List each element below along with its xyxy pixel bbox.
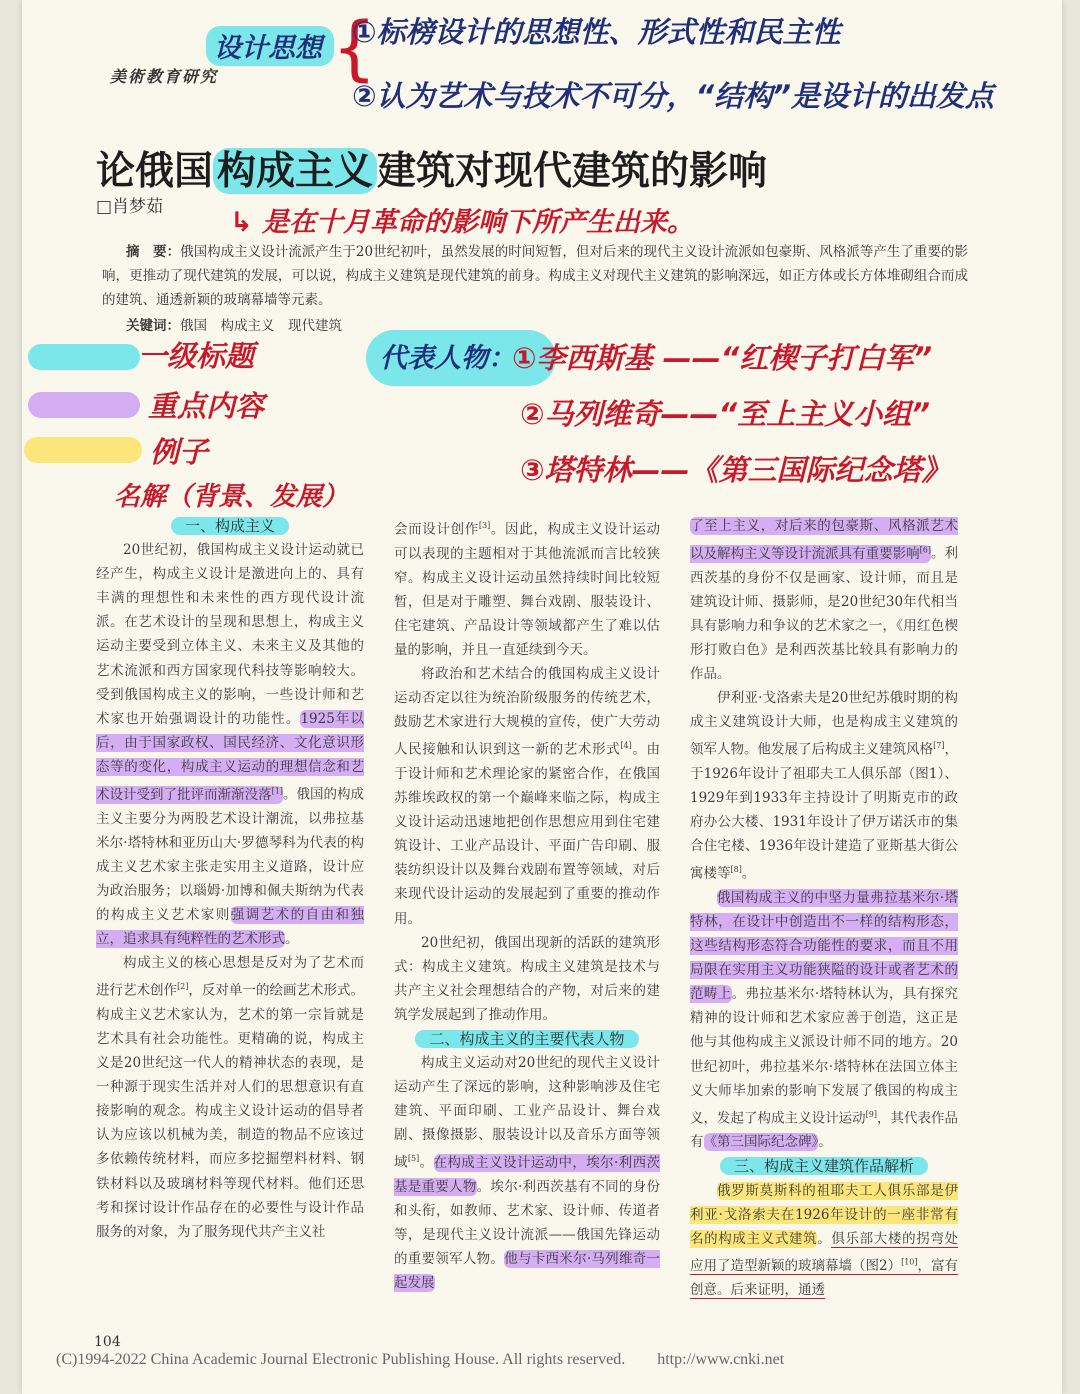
design-point-2: ②认为艺术与技术不可分，“结构”是设计的出发点 <box>352 79 994 113</box>
highlight-purple: 了至上主义，对后来的包豪斯、风格派艺术以及解构主义等设计流派具有重要影响[6] <box>690 518 958 562</box>
col2-paragraph-3: 构成主义运动对20世纪的现代主义设计运动产生了深远的影响，这种影响涉及住宅建筑、平面印刷、工业产品设计、舞台戏剧、摄像摄影、服装设计以及音乐方面等领域[5]。在构成主义设计运动中，埃尔·利西茨基是重要人物。埃尔·利西茨基有不同的身份和头衔，如教师、艺术家、设计师、传道者等，是现代主义设计流派——俄国先锋运动的重要领军人物。他与卡西米尔·马列维奇一起发展 <box>394 1055 661 1292</box>
column-3 <box>690 514 958 1303</box>
legend-swatch-yellow <box>24 437 142 463</box>
col3-paragraph-0: 了至上主义，对后来的包豪斯、风格派艺术以及解构主义等设计流派具有重要影响[6]。利西茨基的身份不仅是画家、设计师，而且是建筑设计师、摄影师，是20世纪30年代相当具有影响力和争议的艺术家之一，《用红色楔形打败白色》是利西茨基比较具有影响力的作品。 <box>690 518 959 683</box>
highlight-purple: 俄国构成主义的中坚力量弗拉基米尔·塔特林，在设计中创造出不一样的结构形态，这些结构形态符合功能性的要求，而且不用局限在实用主义功能狭隘的设计或者艺术的范畴上 <box>690 889 958 1003</box>
column-1 <box>96 514 364 1244</box>
keywords-label: 关键词： <box>126 318 180 334</box>
col3-paragraph-1: 伊利亚·戈洛索夫是20世纪苏俄时期的构成主义建筑设计大师，也是构成主义建筑的领军人物。他发展了后构成主义建筑风格[7]，于1926年设计了祖耶夫工人俱乐部（图1）、1929年到1933年主持设计了明斯克市的政府办公大楼、1931年设计了伊万诺沃市的集合住宅楼、1936年设计建造了亚斯基大街公寓楼等[8]。 <box>690 690 959 882</box>
arrow-note: ↳ 是在十月革命的影响下所产生出来。 <box>230 207 695 238</box>
rep-label: 代表人物： <box>380 343 515 374</box>
keywords <box>126 314 342 334</box>
abstract-label: 摘 要： <box>126 244 181 260</box>
abstract <box>102 240 968 312</box>
design-point-1: ①标榜设计的思想性、形式性和民主性 <box>352 15 841 49</box>
copyright-footer: (C)1994-2022 China Academic Journal Electronic Publishing House. All rights reserved. http://www.cnki.net <box>56 1351 785 1368</box>
col3-paragraph-2: 俄国构成主义的中坚力量弗拉基米尔·塔特林，在设计中创造出不一样的结构形态，这些结构形态符合功能性的要求，而且不用局限在实用主义功能狭隘的设计或者艺术的范畴上。弗拉基米尔·塔特林认为，具有探究精神的设计师和艺术家应善于创造，这正是他与其他构成主义派设计师不同的地方。20世纪初叶，弗拉基米尔·塔特林在法国立体主义大师毕加索的影响下发展了俄国的构成主义，发起了构成主义设计运动[9]，其代表作品有《第三国际纪念碑》。 <box>690 889 959 1151</box>
legend-label-2: 重点内容 <box>148 389 265 423</box>
page-number: 104 <box>94 1334 121 1350</box>
paper-title <box>96 140 767 196</box>
col2-paragraph-1: 将政治和艺术结合的俄国构成主义设计运动否定以往为统治阶级服务的传统艺术，鼓励艺术家进行大规模的宣传，使广大劳动人民接触和认识到这一新的艺术形式[4]。由于设计师和艺术理论家的紧密合作，在俄国苏维埃政权的第一个巅峰来临之际，构成主义设计运动迅速地把创作思想应用到住宅建筑设计、工业产品设计、平面广告印刷、服装纺织设计以及舞台戏剧布置等领域，对后来现代设计运动的发展起到了重要的推动作用。 <box>394 666 661 927</box>
column-2 <box>394 514 660 1296</box>
design-brace: { <box>332 7 377 89</box>
highlight-purple: 1925年以后，由于国家政权、国民经济、文化意识形态等的变化，构成主义运动的理想信念和艺术设计受到了批评而渐渐没落[1] <box>96 710 364 803</box>
highlight-purple: 强调艺术的自由和独立，追求具有纯粹性的艺术形式 <box>96 907 365 948</box>
legend-label-1: 一级标题 <box>138 339 255 373</box>
rep-item-3: ③塔特林——《第三国际纪念塔》 <box>520 453 951 487</box>
highlight-yellow: 俄罗斯莫斯科的祖耶夫工人俱乐部是伊利亚·戈洛索夫在1926年设计的一座非常有名的构成主义式建筑 <box>690 1182 958 1247</box>
title-prefix: 论俄国 <box>96 148 214 194</box>
section-heading-1: 一、构成主义 <box>96 514 364 538</box>
design-label: 设计思想 <box>214 33 322 64</box>
red-underline: 俱乐部大楼的拐弯处应用了造型新颖的玻璃幕墙（图2）[10]，富有创意。后来证明，通透 <box>690 1230 959 1299</box>
section-heading-2: 二、构成主义的主要代表人物 <box>394 1027 660 1051</box>
legend-label-4: 名解（背景、发展） <box>114 482 349 512</box>
highlight-purple: 在构成主义设计运动中，埃尔·利西茨基是重要人物 <box>394 1154 661 1196</box>
highlight-purple: 《第三国际纪念碑》 <box>703 1134 819 1151</box>
keywords-text: 俄国 构成主义 现代建筑 <box>180 318 342 334</box>
title-highlight: 构成主义 <box>213 148 377 194</box>
rep-item-2: ②马列维奇——“至上主义小组” <box>520 397 930 431</box>
author: □肖梦茹 <box>96 197 164 217</box>
abstract-text: 俄国构成主义设计流派产生于20世纪初叶，虽然发展的时间短暂，但对后来的现代主义设计流派如包豪斯、风格派等产生了重要的影响，更推动了现代建筑的发展，可以说，构成主义建筑是现代建筑的前身。构成主义对现代主义建筑的影响深远，如正方体或长方体堆砌组合而成的建筑、通透新颖的玻璃幕墙等元素。 <box>102 244 968 308</box>
journal-page <box>22 0 1062 1394</box>
col1-paragraph-1: 20世纪初，俄国构成主义设计运动就已经产生，构成主义设计是激进向上的、具有丰满的理想性和未来性的西方现代设计流派。在艺术设计的呈现和思想上，构成主义运动主要受到立体主义、未来主义及其他的艺术流派和西方国家现代科技等影响较大。受到俄国构成主义的影响，一些设计师和艺术家也开始强调设计的功能性。1925年以后，由于国家政权、国民经济、文化意识形态等的变化，构成主义运动的理想信念和艺术设计受到了批评而渐渐没落[1]。俄国的构成主义主要分为两股艺术设计潮流，以弗拉基米尔·塔特林和亚历山大·罗德琴科为代表的构成主义艺术家主张走实用主义道路，设计应为政治服务；以瑙姆·加博和佩夫斯纳为代表的构成主义艺术家则强调艺术的自由和独立，追求具有纯粹性的艺术形式。 <box>96 542 365 948</box>
col1-paragraph-2: 构成主义的核心思想是反对为了艺术而进行艺术创作[2]，反对单一的绘画艺术形式。构成主义艺术家认为，艺术的第一宗旨就是艺术具有社会功能性。更精确的说，构成主义是20世纪这一代人的精神状态的表现，是一种源于现实生活并对人们的思想意识有直接影响的观念。构成主义设计运动的倡导者认为应该以机械为美，制造的物品不应该过多依赖传统材料，而应多挖掘塑料材料、钢铁材料以及玻璃材料等现代材料。他们还思考和探讨设计作品存在的必要性与设计作品服务的对象，为了服务现代共产主义社 <box>96 955 365 1240</box>
section-heading-3: 三、构成主义建筑作品解析 <box>690 1154 958 1178</box>
col3-paragraph-3: 俄罗斯莫斯科的祖耶夫工人俱乐部是伊利亚·戈洛索夫在1926年设计的一座非常有名的构成主义式建筑。俱乐部大楼的拐弯处应用了造型新颖的玻璃幕墙（图2）[10]，富有创意。后来证明，通透 <box>690 1182 959 1299</box>
legend-label-3: 例子 <box>150 435 209 469</box>
title-suffix: 建筑对现代建筑的影响 <box>377 148 768 194</box>
journal-name: 美術教育研究 <box>110 67 219 86</box>
col2-paragraph-0: 会而设计创作[3]。因此，构成主义设计运动可以表现的主题相对于其他流派而言比较狭窄。构成主义设计运动虽然持续时间比较短暂，但是对于雕塑、舞台戏剧、服装设计、住宅建筑、产品设计等领域都产生了难以估量的影响，并且一直延续到今天。 <box>394 521 661 658</box>
legend-swatch-purple <box>28 392 140 418</box>
highlight-purple: 他与卡西米尔·马列维奇一起发展 <box>394 1251 661 1292</box>
col2-paragraph-2: 20世纪初，俄国出现新的活跃的建筑形式：构成主义建筑。构成主义建筑是技术与共产主义社会理想结合的产物，对后来的建筑学发展起到了推动作用。 <box>394 934 660 1023</box>
rep-item-1: ①李西斯基 ——“红楔子打白军” <box>512 341 933 375</box>
legend-swatch-cyan <box>28 344 140 370</box>
